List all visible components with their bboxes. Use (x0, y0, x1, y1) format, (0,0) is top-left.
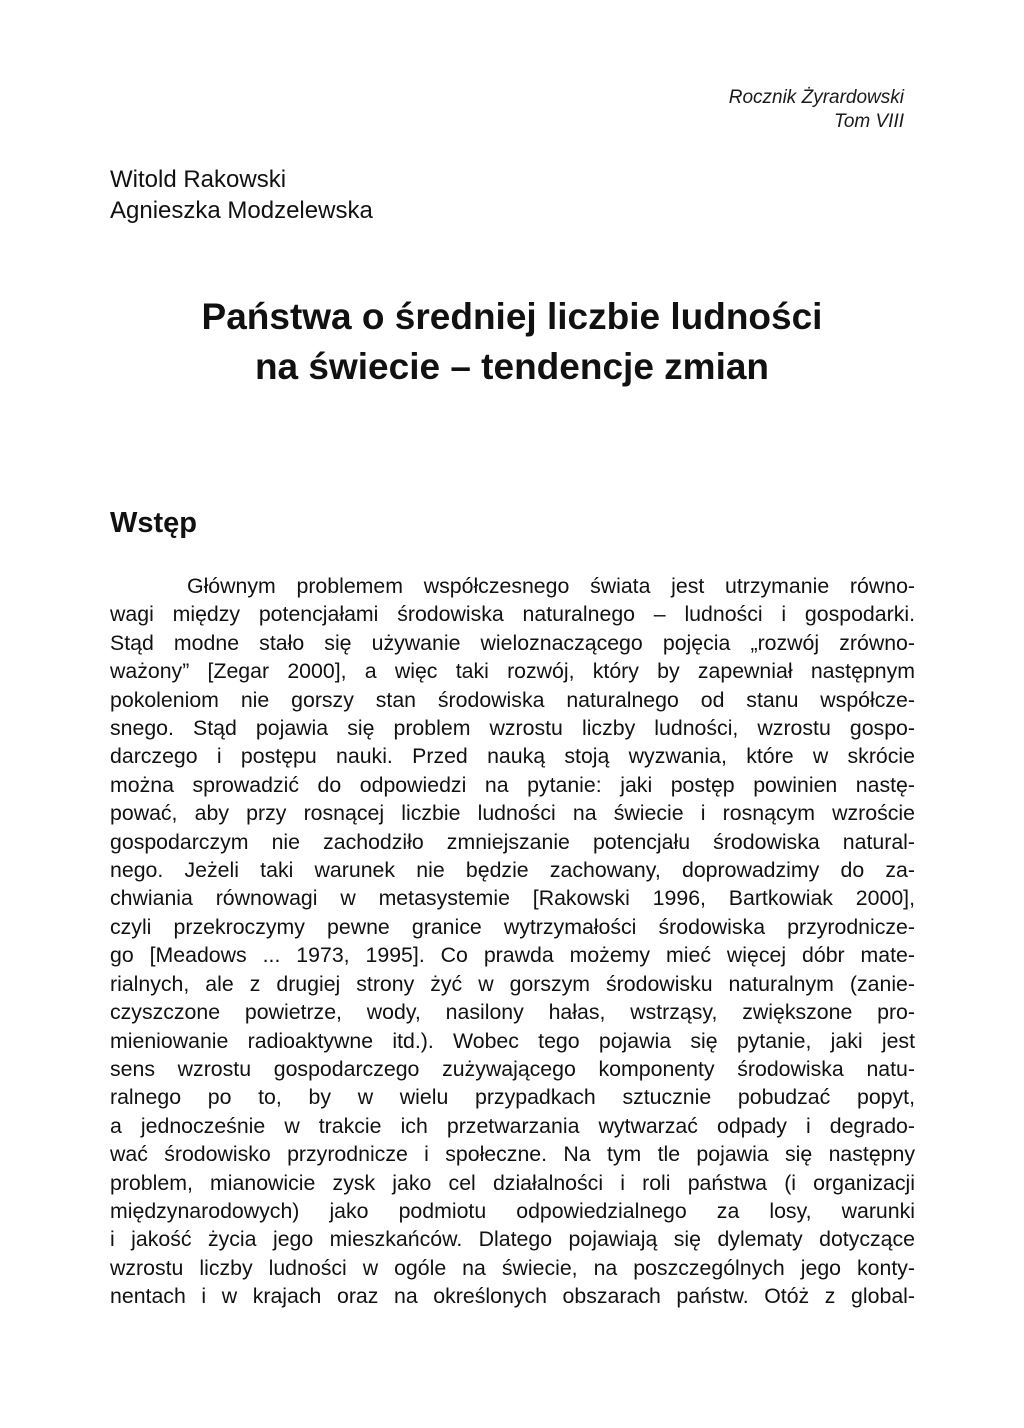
author-name: Agnieszka Modzelewska (110, 197, 373, 224)
author-name: Witold Rakowski (110, 166, 287, 193)
paragraph-line: gospodarczym nie zachodziło zmniejszanie potencjału środowiska natural- (110, 829, 915, 854)
paragraph-line: nentach i w krajach oraz na określonych obszarach państw. Otóż z global- (110, 1284, 915, 1309)
paragraph-line: darczego i postępu nauki. Przed nauką stoją wyzwania, które w skrócie (110, 744, 915, 769)
journal-name: Rocznik Żyrardowski (728, 87, 904, 108)
paragraph-line: czyszczone powietrze, wody, nasilony hałas, wstrząsy, zwiększone pro- (110, 1000, 915, 1025)
paragraph-line: międzynarodowych) jako podmiotu odpowiedzialnego za losy, warunki (110, 1198, 915, 1223)
paragraph-line: mieniowanie radioaktywne itd.). Wobec tego pojawia się pytanie, jaki jest (110, 1028, 915, 1053)
paragraph-line: Stąd modne stało się używanie wieloznaczącego pojęcia „rozwój zrówno- (110, 630, 915, 655)
paragraph-line: sens wzrostu gospodarczego zużywającego komponenty środowiska natu- (110, 1056, 915, 1081)
author-list (110, 164, 373, 226)
paragraph-line: pować, aby przy rosnącej liczbie ludności na świecie i rosnącym wzroście (110, 801, 915, 826)
body-paragraph (110, 572, 915, 1311)
paragraph-line: a jednocześnie w trakcie ich przetwarzania wytwarzać odpady i degrado- (110, 1113, 915, 1138)
paragraph-line: nego. Jeżeli taki warunek nie będzie zachowany, doprowadzimy do za- (110, 858, 915, 883)
paragraph-line: rialnych, ale z drugiej strony żyć w gorszym środowisku naturalnym (zanie- (110, 971, 915, 996)
paragraph-line: wać środowisko przyrodnicze i społeczne. Na tym tle pojawia się następny (110, 1142, 915, 1167)
paragraph-line: Głównym problemem współczesnego świata jest utrzymanie równo- (187, 574, 915, 598)
paragraph-line: czyli przekroczymy pewne granice wytrzymałości środowiska przyrodnicze- (110, 914, 915, 939)
paragraph-line: ważony” [Zegar 2000], a więc taki rozwój, który by zapewniał następnym (110, 659, 915, 684)
paragraph-line: problem, mianowicie zysk jako cel działalności i roli państwa (i organizacji (110, 1170, 915, 1195)
paragraph-line: wagi między potencjałami środowiska naturalnego – ludności i gospodarki. (110, 602, 915, 627)
paragraph-line: ralnego po to, by w wielu przypadkach sztucznie pobudzać popyt, (110, 1085, 915, 1110)
title-line: na świecie – tendencje zmian (254, 346, 770, 387)
paragraph-line: go [Meadows ... 1973, 1995]. Co prawda możemy mieć więcej dóbr mate- (110, 943, 915, 968)
paragraph-line: wzrostu liczby ludności w ogóle na świecie, na poszczególnych jego konty- (110, 1255, 915, 1280)
paragraph-line: snego. Stąd pojawia się problem wzrostu liczby ludności, wzrostu gospo- (110, 716, 915, 741)
journal-volume: Tom VIII (833, 111, 904, 132)
journal-header (729, 86, 904, 134)
paragraph-line: pokoleniom nie gorszy stan środowiska naturalnego od stanu współcze- (110, 687, 915, 712)
title-line: Państwa o średniej liczbie ludności (201, 296, 823, 337)
paragraph-line: chwiania równowagi w metasystemie [Rakowski 1996, Bartkowiak 2000], (110, 886, 915, 911)
article-title (110, 292, 914, 392)
section-heading: Wstęp (110, 507, 197, 539)
paragraph-line: można sprowadzić do odpowiedzi na pytanie: jaki postęp powinien nastę- (110, 772, 915, 797)
paragraph-line: i jakość życia jego mieszkańców. Dlatego pojawiają się dylematy dotyczące (110, 1227, 915, 1252)
